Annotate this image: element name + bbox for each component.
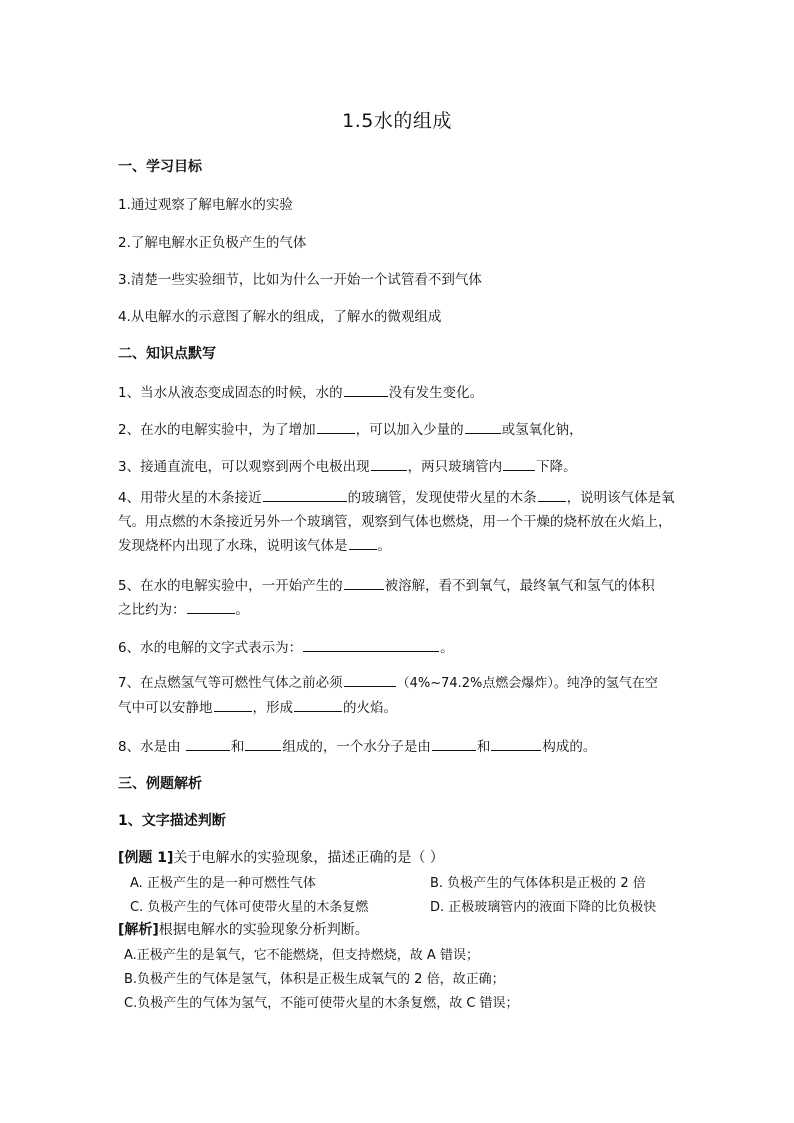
answer-blank[interactable]: [187, 600, 235, 614]
question-text: 的玻璃管，发现使带火星的木条: [347, 490, 537, 506]
question-text: 之比约为：: [118, 602, 186, 618]
analysis-line: C.负极产生的气体为氢气，不能可使带火星的木条复燃，故 C 错误；: [124, 996, 519, 1011]
answer-blank[interactable]: [245, 737, 281, 751]
answer-blank[interactable]: [344, 576, 384, 590]
analysis-text: 根据电解水的实验现象分析判断。: [158, 922, 369, 938]
fill-question-8: [118, 735, 596, 755]
answer-blank[interactable]: [344, 673, 396, 687]
question-text: 。: [377, 538, 391, 554]
example-question: [118, 847, 444, 867]
question-text: 的火焰。: [343, 700, 397, 716]
answer-blank[interactable]: [432, 737, 476, 751]
question-text: 1、当水从液态变成固态的时候，水的: [118, 385, 343, 401]
fill-question-2: [118, 418, 583, 438]
answer-blank[interactable]: [491, 737, 541, 751]
question-text: 组成的，一个水分子是由: [282, 739, 431, 755]
question-text: 7、在点燃氢气等可燃性气体之前必须: [118, 675, 343, 691]
objective-item: 2.了解电解水正负极产生的气体: [118, 235, 307, 251]
analysis-line: A.正极产生的是氧气，它不能燃烧，但支持燃烧，故 A 错误；: [124, 948, 479, 963]
analysis-label: [解析]: [118, 922, 159, 938]
question-text: 被溶解，看不到氧气，最终氧气和氢气的体积: [384, 578, 655, 594]
question-text: 6、水的电解的文字式表示为：: [118, 640, 303, 656]
question-text: ，形成: [252, 700, 293, 716]
question-text: ，两只玻璃管内: [407, 459, 503, 475]
section-heading-examples: 三、例题解析: [118, 776, 202, 792]
fill-question-5: [118, 574, 678, 622]
analysis-line: B.负极产生的气体是氢气，体积是正极生成氧气的 2 倍，故正确；: [124, 972, 505, 987]
answer-blank[interactable]: [538, 488, 566, 502]
answer-blank[interactable]: [503, 457, 535, 471]
answer-blank[interactable]: [371, 457, 407, 471]
section-heading-objectives: 一、学习目标: [118, 159, 202, 175]
question-text: 或氢氧化钠，: [501, 422, 583, 438]
question-text: 气。用点燃的木条接近另外一个玻璃管，观察到气体也燃烧，用一个干燥的烧杯放在火焰上，: [118, 514, 672, 530]
objective-item: 3.清楚一些实验细节，比如为什么一开始一个试管看不到气体: [118, 272, 482, 288]
question-text: 没有发生变化。: [388, 385, 484, 401]
question-text: 5、在水的电解实验中，一开始产生的: [118, 578, 343, 594]
question-text: 发现烧杯内出现了水珠，说明该气体是: [118, 538, 348, 554]
objective-item: 4.从电解水的示意图了解水的组成，了解水的微观组成: [118, 309, 442, 325]
question-text: 3、接通直流电，可以观察到两个电极出现: [118, 459, 370, 475]
fill-question-1: [118, 381, 483, 401]
option-b: B. 负极产生的气体体积是正极的 2 倍: [430, 876, 646, 891]
option-d: D. 正极玻璃管内的液面下降的比负极快: [430, 900, 657, 915]
answer-blank[interactable]: [214, 698, 252, 712]
question-text: 8、水是由: [118, 739, 185, 755]
fill-question-6: [118, 636, 454, 656]
question-text: ，说明该气体是氧: [566, 490, 675, 506]
question-text: 气中可以安静地: [118, 700, 213, 716]
question-text: ，可以加入少量的: [355, 422, 464, 438]
question-text: 2、在水的电解实验中，为了增加: [118, 422, 316, 438]
question-text: 。: [440, 640, 454, 656]
fill-question-7: [118, 671, 678, 720]
answer-blank[interactable]: [349, 536, 377, 550]
answer-blank[interactable]: [465, 420, 501, 434]
option-a: A. 正极产生的是一种可燃性气体: [130, 876, 316, 891]
answer-blank[interactable]: [263, 488, 347, 502]
subsection-heading: 1、文字描述判断: [118, 813, 226, 829]
example-question-text: 关于电解水的实验现象，描述正确的是（ ）: [173, 850, 444, 866]
example-label: [例题 1]: [118, 850, 174, 866]
fill-question-3: [118, 455, 577, 475]
question-text: 。: [235, 602, 249, 618]
answer-blank[interactable]: [344, 383, 388, 397]
objective-item: 1.通过观察了解电解水的实验: [118, 197, 293, 213]
option-c: C. 负极产生的气体可使带火星的木条复燃: [130, 900, 369, 915]
fill-question-4: [118, 486, 678, 558]
section-heading-knowledge: 二、知识点默写: [118, 346, 216, 362]
question-text: 4、用带火星的木条接近: [118, 490, 262, 506]
question-text: 和: [230, 739, 245, 755]
question-text: 下降。: [536, 459, 577, 475]
answer-blank[interactable]: [186, 737, 230, 751]
page-title: 1.5水的组成: [342, 110, 452, 132]
answer-blank[interactable]: [303, 638, 439, 652]
answer-blank[interactable]: [294, 698, 342, 712]
answer-blank[interactable]: [317, 420, 355, 434]
question-text: 构成的。: [542, 739, 597, 755]
question-text: （4%~74.2%点燃会爆炸）。纯净的氢气在空: [396, 676, 658, 691]
analysis-heading: [118, 919, 369, 939]
question-text: 和: [476, 739, 491, 755]
